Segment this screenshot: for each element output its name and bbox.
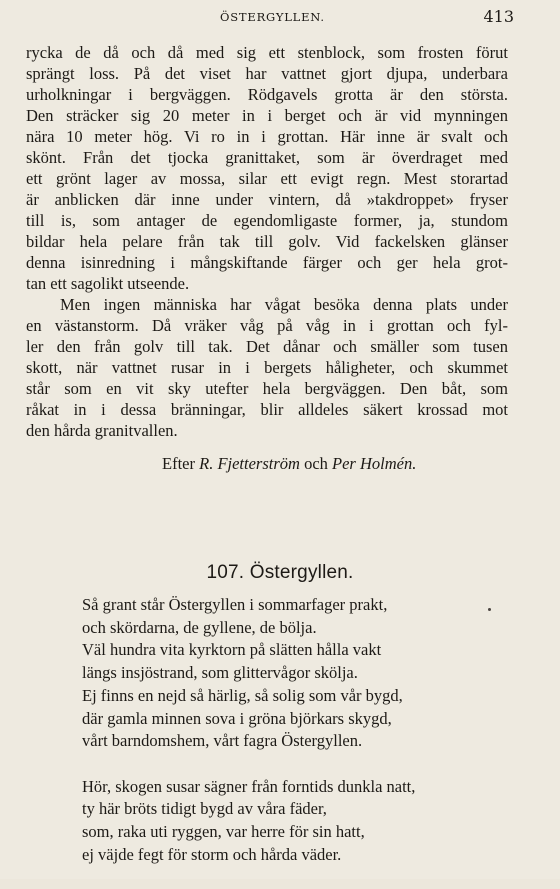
prose-line: skönt. Från det tjocka granittaket, som är överdraget med [26, 148, 508, 167]
poem-stanza [82, 776, 415, 867]
prose-line: Men ingen människa har vågat besöka denna plats under [60, 295, 508, 314]
prose-line: till is, som antager de egendomligaste former, ja, stundom [26, 211, 508, 230]
poem-line: som, raka uti ryggen, var herre för sin hatt, [82, 822, 365, 842]
poem-line: vårt barndomshem, vårt fagra Östergyllen. [82, 731, 363, 751]
prose-line: råkat in i dessa bränningar, blir alldeles säkert krossad mot [26, 400, 508, 419]
prose-line: sprängt loss. På det viset har vattnet gjort djupa, underbara [26, 64, 508, 83]
page-number: 413 [483, 7, 514, 26]
ink-speck [488, 608, 491, 611]
prose-line: tan ett sagolikt utseende. [26, 274, 190, 293]
author-name: R. Fjetterström [199, 454, 300, 473]
prose-line: denna isinredning i mångskiftande färger och ger hela grot- [26, 253, 508, 272]
poem-stanza [82, 594, 415, 753]
poem-line: Ej finns en nejd så härlig, så solig som vår bygd, [82, 685, 403, 705]
poem-line: och skördarna, de gyllene, de bölja. [82, 617, 317, 637]
poem-line: där gamla minnen sova i gröna björkars skygd, [82, 708, 392, 728]
prose-line: rycka de då och då med sig ett stenblock, som frosten förut [26, 43, 508, 62]
prose-line: står som en vit sky utefter hela bergväggen. Den båt, som [26, 379, 508, 398]
prose-line: urholkningar i bergväggen. Rödgavels grotta är den största. [26, 85, 508, 104]
prose-line: skott, när vattnet rusar in i bergets håligheter, och skummet [26, 358, 508, 377]
prose-line: den hårda granitvallen. [26, 421, 178, 440]
prose-line: nära 10 meter hög. Vi ro in i grottan. Här inne är svalt och [26, 127, 508, 146]
poem-line: ej väjde fegt för storm och hårda väder. [82, 844, 342, 864]
prose-line: är anblicken där inne under vintern, då »takdroppet» fryser [26, 190, 508, 209]
poem-line: Så grant står Östergyllen i sommarfager prakt, [82, 595, 388, 614]
prose-line: bildar hela pelare från tak till golv. Vid fackelsken glänser [26, 232, 508, 251]
poem-line: Hör, skogen susar sägner från forntids dunkla natt, [82, 776, 416, 796]
poem-title: 107. Östergyllen. [206, 562, 354, 583]
prose-line: en västanstorm. Då vräker våg på våg in i grottan och fyl- [26, 316, 508, 335]
attribution-conjunction: och [304, 454, 328, 473]
poem-line: längs insjöstrand, som glittervågor skölja. [82, 663, 358, 683]
prose-line: ett grönt lager av mossa, silar ett evigt regn. Mest storartad [26, 169, 508, 188]
running-head [0, 7, 560, 26]
poem-line: ty här bröts tidigt bygd av våra fäder, [82, 799, 327, 819]
prose-line: Den sträcker sig 20 meter in i berget och är vid mynningen [26, 106, 508, 125]
prose-passage [26, 42, 508, 441]
prose-line: ler den från golv till tak. Det dånar och smäller som tusen [26, 337, 508, 356]
attribution-prefix: Efter [162, 454, 195, 473]
running-title: ÖSTERGYLLEN. [220, 10, 325, 24]
poem [82, 594, 415, 889]
poem-line: Väl hundra vita kyrktorn på slätten hålla vakt [82, 640, 382, 660]
attribution [162, 453, 416, 474]
author-name: Per Holmén. [332, 454, 417, 473]
